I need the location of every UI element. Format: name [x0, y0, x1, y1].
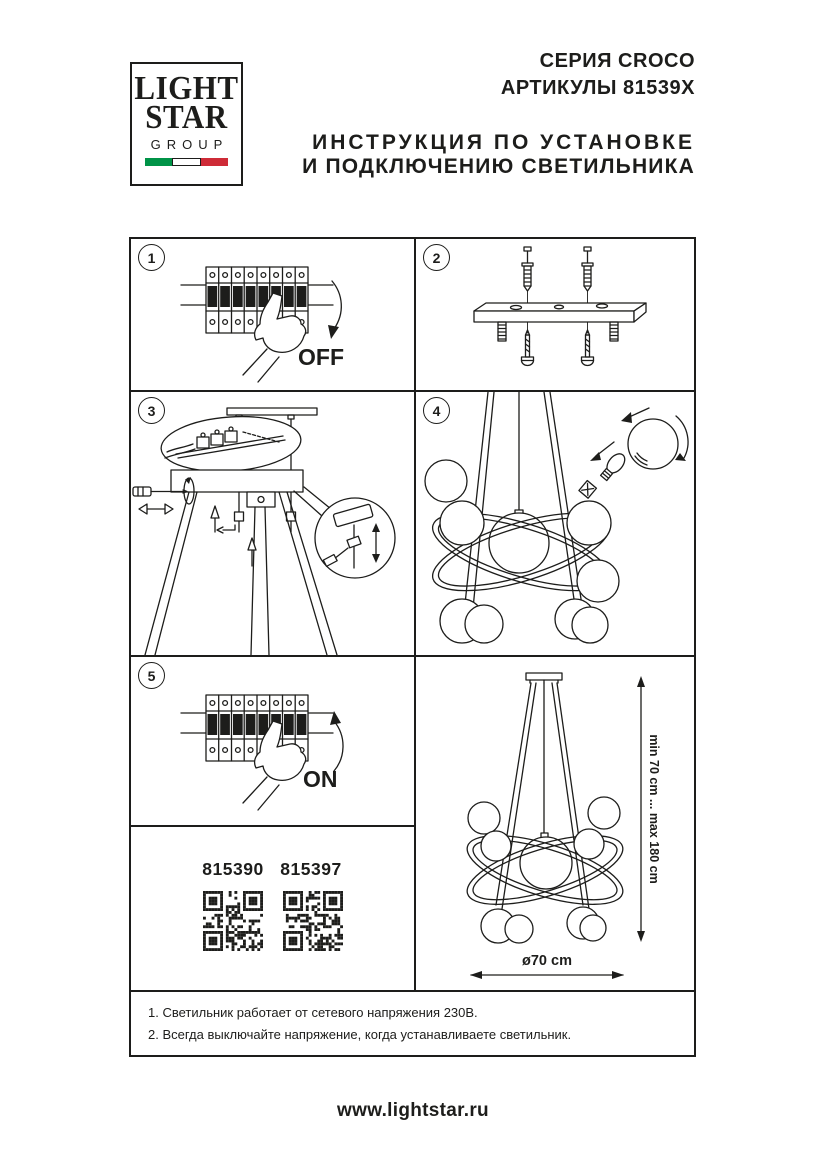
threaded-stud-icon	[498, 322, 506, 341]
breaker-on-illustration	[131, 657, 414, 825]
mounting-bracket-illustration	[416, 239, 694, 390]
wall-anchor-icon	[582, 247, 593, 291]
notes-box	[131, 992, 694, 1055]
glass-sphere	[465, 605, 503, 643]
series-title: СЕРИЯ CROCO	[539, 50, 695, 72]
glass-sphere	[574, 829, 604, 859]
dimensions-panel	[416, 657, 694, 990]
instruction-title	[302, 131, 695, 179]
instruction-title-line1: ИНСТРУКЦИЯ ПО УСТАНОВКЕ	[312, 131, 695, 154]
up-arrow	[248, 538, 256, 566]
canopy-wiring-illustration	[131, 392, 414, 655]
cable-lock-detail	[315, 498, 395, 578]
step-panel-4	[416, 392, 694, 655]
article-number-right: 815397	[280, 859, 342, 879]
on-arrow	[330, 711, 343, 771]
step-4-badge: 4	[423, 397, 450, 424]
up-arrow	[211, 506, 219, 532]
chandelier-dimensions-illustration	[416, 657, 694, 990]
glass-sphere	[425, 460, 467, 502]
note-line-2: 2. Всегда выключайте напряжение, когда устанавливаете светильник.	[148, 1027, 572, 1042]
steps-table	[129, 237, 696, 1057]
footer-website: www.lightstar.ru	[337, 1100, 489, 1121]
qr-code-right	[283, 891, 343, 951]
glass-sphere	[440, 501, 484, 545]
bent-arrow	[217, 525, 235, 533]
glass-sphere	[580, 915, 606, 941]
screw-icon	[522, 330, 534, 366]
header	[302, 48, 695, 179]
glass-sphere	[577, 560, 619, 602]
breaker-off-illustration	[131, 239, 414, 390]
bulb-installation-illustration	[416, 392, 694, 655]
logo-word-star: STAR	[145, 97, 228, 136]
glass-sphere	[505, 915, 533, 943]
lightstar-logo	[130, 62, 243, 186]
step-panel-5	[131, 657, 414, 825]
terminal-block-detail	[159, 412, 302, 476]
qr-panel	[131, 827, 414, 990]
rotate-arrow	[676, 416, 688, 458]
off-label: OFF	[298, 344, 344, 370]
glass-sphere	[572, 607, 608, 643]
lamp-socket-icon	[579, 481, 597, 499]
height-dimension-label: min 70 cm ... max 180 cm	[647, 734, 661, 884]
article-number-left: 815390	[202, 859, 264, 879]
articles-title: АРТИКУЛЫ 81539X	[500, 77, 695, 99]
diameter-dimension-label: ø70 cm	[522, 953, 572, 969]
on-label: ON	[303, 766, 338, 792]
step-panel-3	[131, 392, 414, 655]
glass-sphere	[481, 831, 511, 861]
step-panel-1	[131, 239, 414, 390]
step-5-badge: 5	[138, 662, 165, 689]
screw-icon	[582, 330, 594, 366]
step-3-badge: 3	[138, 397, 165, 424]
glass-sphere	[588, 797, 620, 829]
step-panel-2	[416, 239, 694, 390]
threaded-stud-icon	[610, 322, 618, 341]
italian-flag-icon	[145, 158, 229, 166]
qr-code-left	[203, 891, 263, 951]
instruction-title-line2: И ПОДКЛЮЧЕНИЮ СВЕТИЛЬНИКА	[302, 155, 695, 178]
logo-word-light: LIGHT	[134, 68, 239, 107]
off-arrow	[328, 281, 341, 339]
wall-anchor-icon	[522, 247, 533, 291]
glass-sphere	[468, 802, 500, 834]
left-right-arrow	[139, 504, 173, 514]
logo-word-group: GROUP	[150, 136, 229, 152]
step-2-badge: 2	[423, 244, 450, 271]
glass-sphere	[628, 419, 678, 469]
glass-sphere	[567, 501, 611, 545]
bulb-icon	[598, 450, 628, 482]
note-line-1: 1. Светильник работает от сетевого напряжения 230В.	[148, 1005, 478, 1020]
step-1-badge: 1	[138, 244, 165, 271]
